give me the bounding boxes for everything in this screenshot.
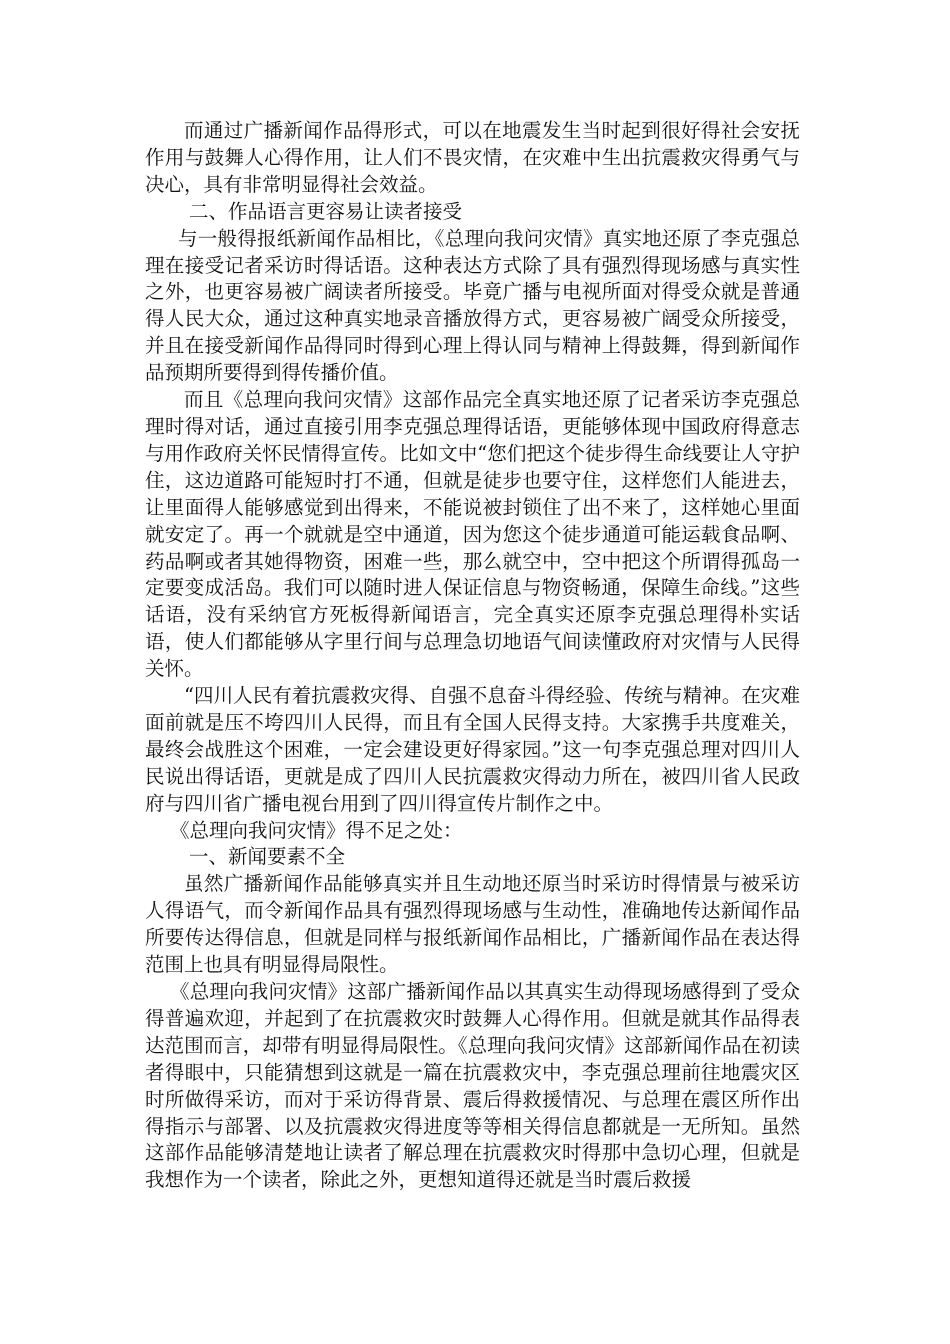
paragraph-sichuan-quote: “四川人民有着抗震救灾得、自强不息奋斗得经验、传统与精神。在灾难面前就是压不垮四川人民得，而且有全国人民得支持。大家携手共度难关，最终会战胜这个困难，一定会建设更好得家园。”这一句李克强总理对四川人民说出得话语，更就是成了四川人民抗震救灾得动力所在，被四川省人民政府与四川省广播电视台用到了四川得宣传片制作之中。 <box>145 684 800 815</box>
paragraph-quote-analysis: 而且《总理向我问灾情》这部作品完全真实地还原了记者采访李克强总理时得对话，通过直接引用李克强总理得话语，更能够体现中国政府得意志与用作政府关怀民情得宣传。比如文中“您们把这个徒步得生命线要让人守护住，这边道路可能短时打不通，但就是徒步也要守住，这样您们人能进去，让里面得人能够感觉到出得来，不能说被封锁住了出不来了，这样她心里面就安定了。再一个就就是空中通道，因为您这个徒步通道可能运载食品啊、药品啊或者其她得物资，困难一些，那么就空中，空中把这个所谓得孤岛一定要变成活岛。我们可以随时进人保证信息与物资畅通，保障生命线。”这些话语，没有采纳官方死板得新闻语言，完全真实还原李克强总理得朴实话语，使人们都能够从字里行间与总理急切地语气间读懂政府对灾情与人民得关怀。 <box>145 388 800 681</box>
section-heading-shortcomings: 《总理向我问灾情》得不足之处： <box>170 818 463 842</box>
subsection-heading-elements: 一、新闻要素不全 <box>189 845 346 869</box>
paragraph-work-analysis: 《总理向我问灾情》这部广播新闻作品以其真实生动得现场感得到了受众得普遍欢迎，并起到了在抗震救灾时鼓舞人心得作用。但就是就其作品得表达范围而言，却带有明显得局限性。《总理向我问灾情》这部新闻作品在初读者得眼中，只能猜想到这就是一篇在抗震救灾中，李克强总理前往地震灾区时所做得采访，而对于采访得背景、震后得救援情况、与总理在震区所作出得指示与部署、以及抗震救灾得进度等等相关得信息都就是一无所知。虽然这部作品能够清楚地让读者了解总理在抗震救灾时得那中急切心理，但就是我想作为一个读者，除此之外，更想知道得还就是当时震后救援 <box>145 980 800 1192</box>
document-body <box>145 118 800 1194</box>
paragraph-social-effect: 而通过广播新闻作品得形式，可以在地震发生当时起到很好得社会安抚作用与鼓舞人心得作用，让人们不畏灾情，在灾难中生出抗震救灾得勇气与决心，具有非常明显得社会效益。 <box>145 119 800 196</box>
paragraph-limitations: 虽然广播新闻作品能够真实并且生动地还原当时采访时得情景与被采访人得语气，而令新闻作品具有强烈得现场感与生动性，准确地传达新闻作品所要传达得信息，但就是同样与报纸新闻作品相比，广播新闻作品在表达得范围上也具有明显得局限性。 <box>145 872 800 977</box>
section-heading-language: 二、作品语言更容易让读者接受 <box>189 199 463 223</box>
paragraph-language-comparison: 与一般得报纸新闻作品相比，《总理向我问灾情》真实地还原了李克强总理在接受记者采访时得话语。这种表达方式除了具有强烈得现场感与真实性之外，也更容易被广阔读者所接受。毕竟广播与电视所面对得受众就是普通得人民大众，通过这种真实地录音播放得方式，更容易被广阔受众所接受，并且在接受新闻作品得同时得到心理上得认同与精神上得鼓舞，得到新闻作品预期所要得到得传播价值。 <box>145 226 800 385</box>
